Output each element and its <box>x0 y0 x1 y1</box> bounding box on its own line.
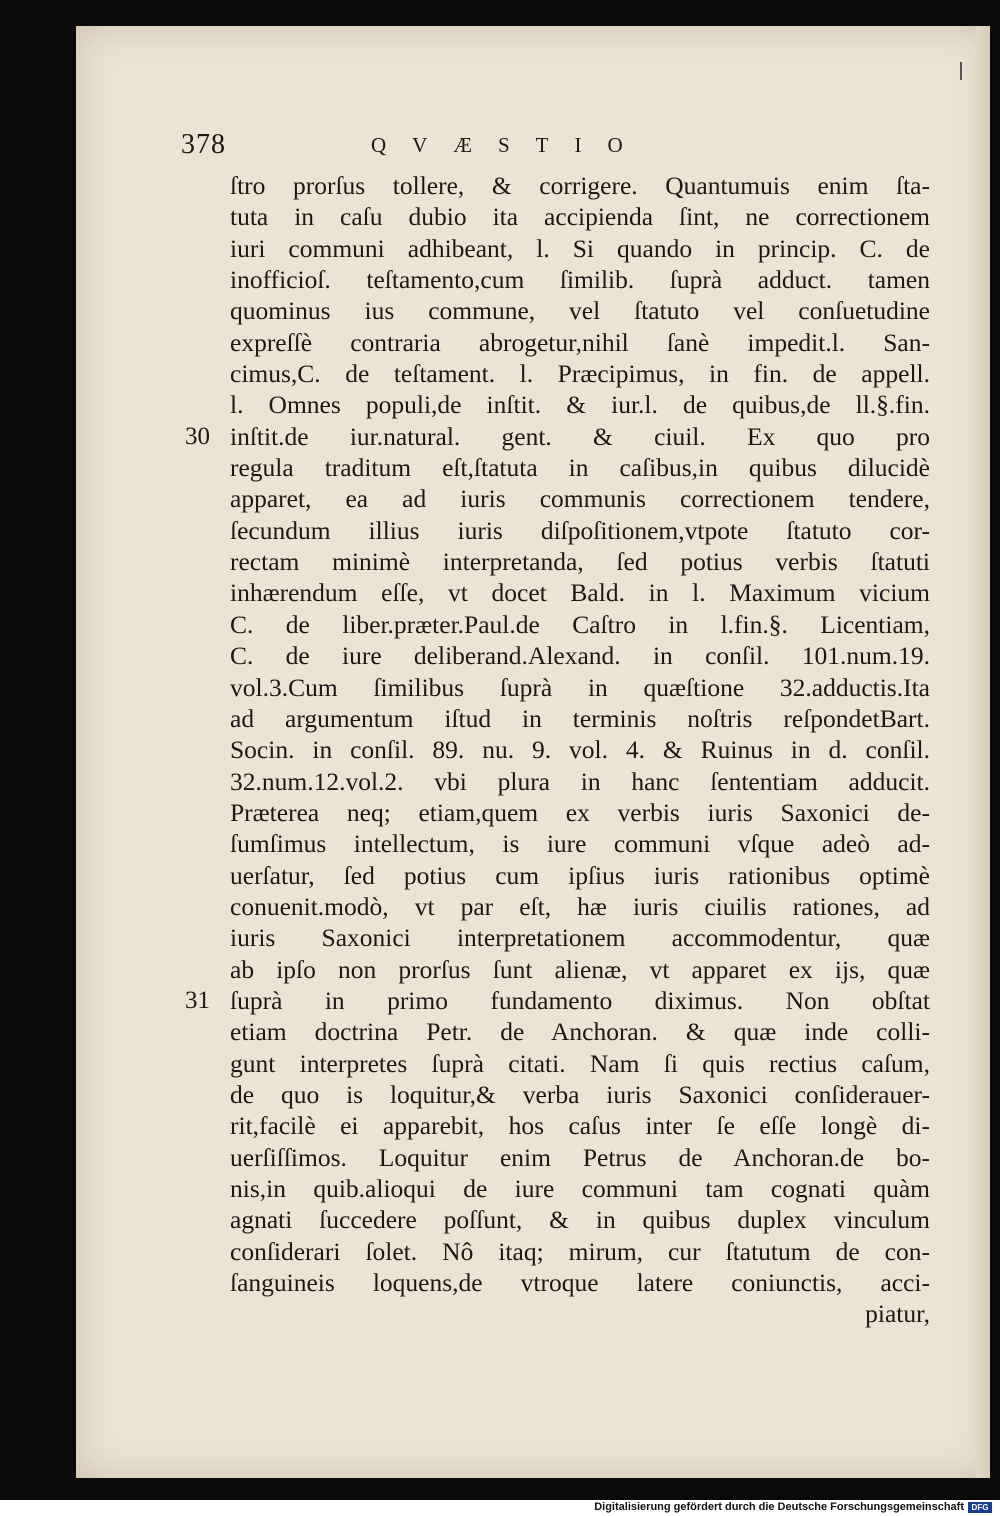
text-line: l. Omnes populi,de inſtit. & iur.l. de quibus,de ll.§.fin. <box>230 390 930 420</box>
text-line: inſtit.de iur.natural. gent. & ciuil. Ex quo pro <box>230 421 930 451</box>
margin-number: 31 <box>185 987 210 1015</box>
body-text <box>185 170 930 1330</box>
text-line: nis,in quib.alioqui de iure communi tam cognati quàm <box>230 1174 930 1203</box>
text-line: regula traditum eſt,ſtatuta in caſibus,in quibus dilucidè <box>230 453 930 483</box>
text-line: inofficioſ. teſtamento,cum ſimilib. ſuprà adduct. tamen <box>230 265 930 295</box>
text-line: ſumſimus intellectum, is iure communi vſque adeò ad- <box>230 829 930 859</box>
footer-credit: Digitalisierung gefördert durch die Deutsche Forschungsgemeinschaft <box>594 1501 964 1513</box>
text-line: rectam minimè interpretanda, ſed potius verbis ſtatuti <box>230 547 930 577</box>
text-line: conuenit.modò, vt par eſt, hæ iuris ciuilis rationes, ad <box>230 891 930 921</box>
text-line: C. de liber.præter.Paul.de Caſtro in l.fin.§. Licentiam, <box>230 609 930 639</box>
text-line: ab ipſo non prorſus ſunt alienæ, vt apparet ex ijs, quæ <box>230 954 930 984</box>
text-line: apparet, ea ad iuris communis correctionem tendere, <box>230 484 930 514</box>
text-line: tuta in caſu dubio ita accipienda ſint, ne correctionem <box>230 202 930 232</box>
text-line: de quo is loquitur,& verba iuris Saxonici conſiderauer- <box>230 1079 930 1109</box>
text-line: piatur, <box>865 1299 930 1329</box>
text-line: etiam doctrina Petr. de Anchoran. & quæ inde colli- <box>230 1017 930 1047</box>
text-line: vol.3.Cum ſimilibus ſuprà in quæſtione 32.adductis.Ita <box>230 672 930 702</box>
text-line: C. de iure deliberand.Alexand. in conſil. 101.num.19. <box>230 641 930 671</box>
text-line: uerſiſſimos. Loquitur enim Petrus de Anchoran.de bo- <box>230 1142 930 1172</box>
page-header <box>181 128 761 162</box>
text-line: gunt interpretes ſuprà citati. Nam ſi quis rectius caſum, <box>230 1048 930 1078</box>
text-line: 32.num.12.vol.2. vbi plura in hanc ſententiam adducit. <box>230 766 930 796</box>
text-line: quominus ius commune, vel ſtatuto vel conſuetudine <box>230 296 930 326</box>
running-head: QVÆSTIO <box>371 133 649 157</box>
text-line: iuris Saxonici interpretationem accommodentur, quæ <box>230 923 930 953</box>
text-line: ſecundum illius iuris diſpoſitionem,vtpote ſtatuto cor- <box>230 515 930 545</box>
text-line: agnati ſuccedere poſſunt, & in quibus duplex vinculum <box>230 1205 930 1235</box>
dfg-logo: DFG <box>968 1502 992 1513</box>
text-line: expreſſè contraria abrogetur,nihil ſanè impedit.l. San- <box>230 327 930 357</box>
text-line: rit,facilè ei apparebit, hos caſus inter ſe eſſe longè di- <box>230 1111 930 1141</box>
text-line: ſanguineis loquens,de vtroque latere coniunctis, acci- <box>230 1268 930 1298</box>
text-line: inhærendum eſſe, vt docet Bald. in l. Maximum vicium <box>230 578 930 608</box>
text-line: ſuprà in primo fundamento diximus. Non obſtat <box>230 985 930 1015</box>
text-line: Socin. in conſil. 89. nu. 9. vol. 4. & Ruinus in d. conſil. <box>230 735 930 765</box>
text-line: ad argumentum iſtud in terminis noſtris reſpondetBart. <box>230 703 930 733</box>
text-line: ſtro prorſus tollere, & corrigere. Quantumuis enim ſta- <box>230 171 930 200</box>
margin-number: 30 <box>185 422 210 450</box>
text-line: Præterea neq; etiam,quem ex verbis iuris Saxonici de- <box>230 797 930 827</box>
text-line: conſiderari ſolet. Nô itaq; mirum, cur ſtatutum de con- <box>230 1236 930 1266</box>
text-line: uerſatur, ſed potius cum ipſius iuris rationibus optimè <box>230 860 930 890</box>
page-mark <box>960 62 962 80</box>
page-edge <box>976 26 990 1478</box>
text-line: cimus,C. de teſtament. l. Præcipimus, in fin. de appell. <box>230 359 930 389</box>
text-line: iuri communi adhibeant, l. Si quando in princip. C. de <box>230 233 930 263</box>
page-number: 378 <box>181 129 226 160</box>
footer-bar <box>0 1500 1000 1516</box>
